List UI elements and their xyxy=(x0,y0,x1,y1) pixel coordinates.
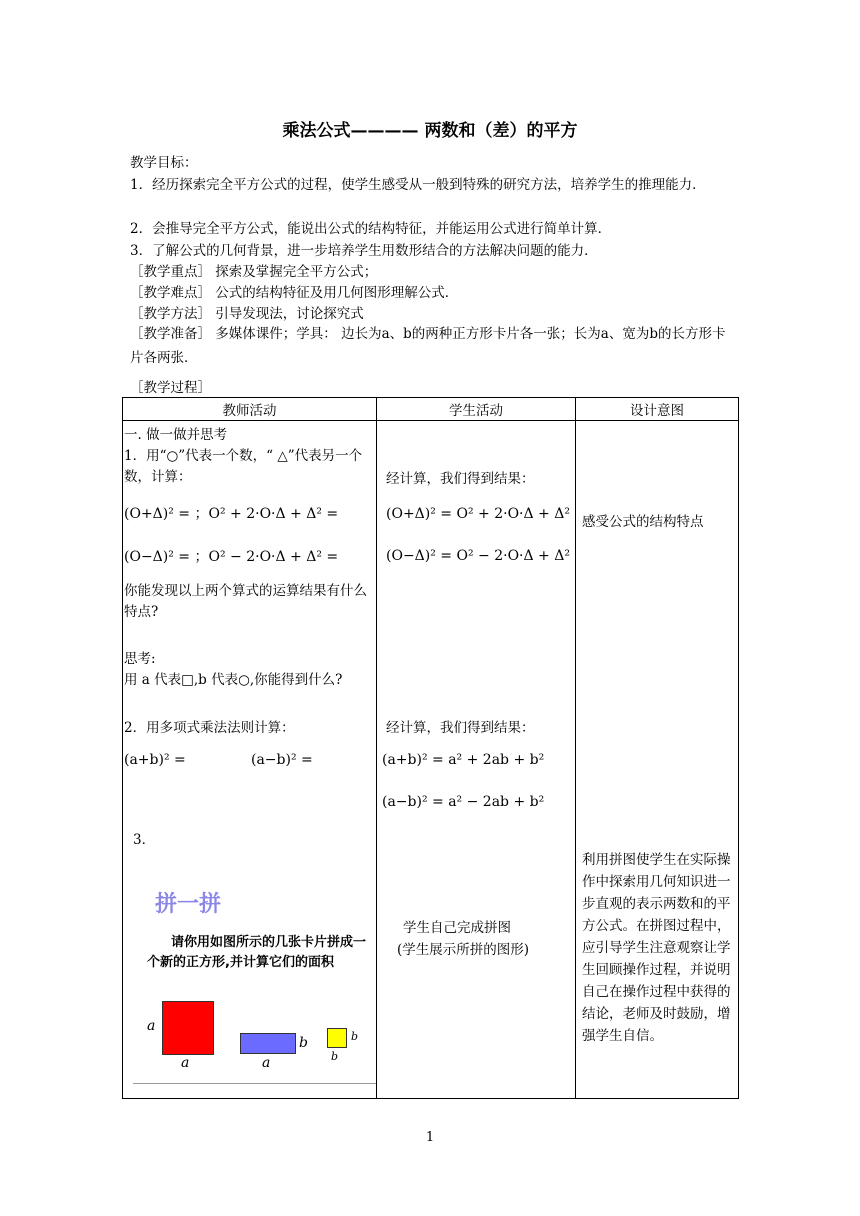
rect-ab-bottom-label: a xyxy=(262,1055,271,1071)
page-number: 1 xyxy=(425,1130,435,1145)
student-eq-4: (a−b)² = a² − 2ab + b² xyxy=(382,794,545,810)
header-design: 设计意图 xyxy=(576,398,739,421)
square-a-card xyxy=(162,1001,214,1055)
pin-instruction-1: 请你用如图所示的几张卡片拼成一 xyxy=(171,935,367,950)
header-teacher: 教师活动 xyxy=(123,398,377,421)
objectives-heading: 教学目标： xyxy=(130,155,198,171)
square-b-bottom-label: b xyxy=(331,1050,339,1063)
pin-instruction-2: 个新的正方形,并计算它们的面积 xyxy=(147,955,334,970)
square-b-side-label: b xyxy=(351,1030,359,1043)
difficulty: ［教学难点］ 公式的结构特征及用几何图形理解公式． xyxy=(130,285,459,301)
square-a-side-label: a xyxy=(147,1018,156,1034)
lesson-table xyxy=(122,397,739,1099)
header-student: 学生活动 xyxy=(377,398,576,421)
student-cell xyxy=(377,421,576,1099)
rect-ab-card xyxy=(240,1033,296,1054)
task-1: 1．用“○”代表一个数，“ △”代表另一个数，计算： xyxy=(124,448,363,485)
expr-ab-sum: (a+b)² = xyxy=(124,752,186,768)
objective-2: 2．会推导完全平方公式，能说出公式的结构特征，并能运用公式进行简单计算． xyxy=(130,221,612,237)
objective-1: 1．经历探索完全平方公式的过程，使学生感受从一般到特殊的研究方法，培养学生的推理能力． xyxy=(130,177,706,193)
page-title: 乘法公式———— 两数和（差）的平方 xyxy=(282,121,578,141)
objective-3: 3．了解公式的几何背景，进一步培养学生用数形结合的方法解决问题的能力． xyxy=(130,243,598,259)
teacher-cell xyxy=(123,421,377,1099)
think-label: 思考: xyxy=(124,651,156,667)
student-eq-1: (O+Δ)² = O² + 2·O·Δ + Δ² xyxy=(386,506,570,522)
expr-diff-square: (O−Δ)² = ；O² − 2·O·Δ + Δ² = xyxy=(124,549,339,565)
student-result-1: 经计算，我们得到结果： xyxy=(386,471,535,487)
method: ［教学方法］ 引导发现法，讨论探究式 xyxy=(130,306,364,322)
expr-sum-square: (O+Δ)² = ；O² + 2·O·Δ + Δ² = xyxy=(124,506,339,522)
square-a-bottom-label: a xyxy=(181,1055,190,1071)
task-2: 2．用多项式乘法法则计算： xyxy=(124,720,295,736)
expr-ab-diff: (a−b)² = xyxy=(251,752,313,768)
figure-divider xyxy=(133,1083,376,1084)
student-eq-2: (O−Δ)² = O² − 2·O·Δ + Δ² xyxy=(386,548,570,564)
student-result-2: 经计算，我们得到结果： xyxy=(386,720,535,736)
task-3: 3． xyxy=(133,832,156,848)
design-intent-2: 利用拼图使学生在实际操作中探索用几何知识进一步直观的表示两数和的平方公式。在拼图过程中，应引导学生注意观察让学生回顾操作过程，并说明自己在操作过程中获得的结论，老师及时鼓励，增强学生自信。 xyxy=(582,852,731,1044)
rect-ab-side-label: b xyxy=(299,1035,308,1051)
design-intent-1: 感受公式的结构特点 xyxy=(582,514,704,530)
pin-title: 拼一拼 xyxy=(155,892,222,917)
question: 你能发现以上两个算式的运算结果有什么特点? xyxy=(124,583,367,620)
student-pin-1: 学生自己完成拼图 xyxy=(403,920,511,936)
student-pin-2: (学生展示所拼的图形) xyxy=(397,942,530,958)
section-1: 一. 做一做并思考 xyxy=(124,427,228,443)
square-b-card xyxy=(327,1028,347,1048)
process-heading: ［教学过程］ xyxy=(130,380,211,396)
key-point: ［教学重点］ 探索及掌握完全平方公式； xyxy=(130,264,378,280)
student-eq-3: (a+b)² = a² + 2ab + b² xyxy=(382,752,545,768)
preparation: ［教学准备］ 多媒体课件；学具： 边长为a、b的两种正方形卡片各一张；长为a、宽为b的长方形卡片各两张． xyxy=(130,326,726,366)
think-text: 用 a 代表□,b 代表○,你能得到什么? xyxy=(124,672,343,688)
design-cell xyxy=(576,421,739,1099)
